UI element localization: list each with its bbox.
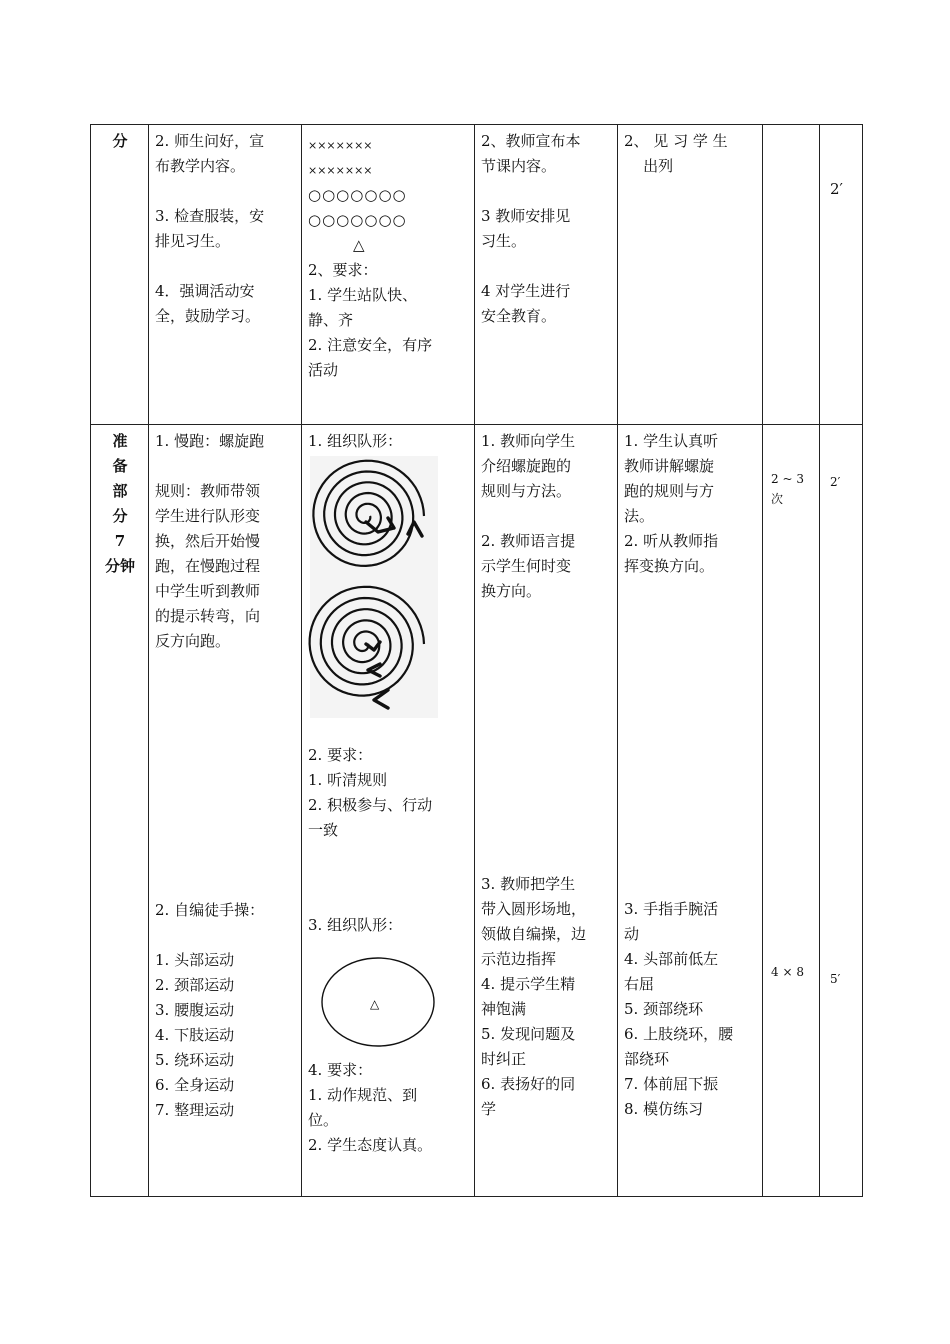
text-line: 分 [112, 507, 128, 525]
text-line: 示范边指挥 [481, 950, 557, 968]
circle-formation-diagram [308, 938, 458, 1058]
text-line: 1. 动作规范、到 [308, 1086, 418, 1104]
text-line: 示学生何时变 [481, 557, 572, 575]
text-line: 5. 颈部绕环 [624, 1000, 704, 1018]
text-line: 4 对学生进行 [481, 282, 571, 300]
text-line: 领做自编操，边 [481, 925, 587, 943]
organization-cell: 1. 组织队形： 2. 要求： 1. 听清规则 2. 积极参与、行动 一致 3. 组织队形： △ 4. 要求： 1. 动作规范、到 位。 2. 学生态度认真。 [302, 425, 475, 1197]
text-line: 3 教师安排见 [481, 207, 571, 225]
text-line: 1. 学生站队快、 [308, 286, 418, 304]
teacher-activity-cell [475, 125, 618, 425]
text-line: 一致 [308, 821, 339, 839]
text-line: 学 [481, 1100, 497, 1118]
text-line: 2、要求： [308, 261, 378, 279]
text-line [155, 923, 296, 948]
text-line: 3. 腰腹运动 [155, 1001, 235, 1019]
text-line: 1. 慢跑：螺旋跑 [155, 432, 265, 450]
organization-cell [302, 125, 475, 425]
text-line: 4．强调活动安 [155, 282, 255, 300]
text-line: 2. 注意安全，有序 [308, 336, 433, 354]
text-line: 跑，在慢跑过程 [155, 557, 261, 575]
text-line: 反方向跑。 [155, 632, 231, 650]
text-line: 活动 [308, 361, 339, 379]
text-line: 7. 体前屈下振 [624, 1075, 719, 1093]
spiral-run-diagram [308, 454, 438, 719]
text-line: 学生进行队形变 [155, 507, 261, 525]
text-line: 3. 手指手腕活 [624, 900, 719, 918]
text-line: 7. 整理运动 [155, 1101, 235, 1119]
text-line: 时纠正 [481, 1050, 527, 1068]
lesson-plan-table [90, 124, 863, 1197]
text-line: 准 [112, 432, 128, 450]
text-line: 节课内容。 [481, 157, 557, 175]
text-line: 5. 发现问题及 [481, 1025, 576, 1043]
text-line: 5. 绕环运动 [155, 1051, 235, 1069]
text-line: 4. 下肢运动 [155, 1026, 235, 1044]
text-line: 4. 提示学生精 [481, 975, 576, 993]
text-line: 规则与方法。 [481, 482, 572, 500]
text-line: 1. 听清规则 [308, 771, 388, 789]
text-line: 右屈 [624, 975, 655, 993]
text-line: 2. 师生问好，宣 [155, 132, 265, 150]
text-line: 排见习生。 [155, 232, 231, 250]
text-line: 分钟 [104, 557, 135, 575]
text-line: 1. 头部运动 [155, 951, 235, 969]
text-line: 2. 颈部运动 [155, 976, 235, 994]
text-line: 静、齐 [308, 311, 354, 329]
text-line: 2 ~ 3 [771, 472, 804, 486]
text-line: 1. 教师向学生 [481, 432, 576, 450]
text-line: 6. 全身运动 [155, 1076, 235, 1094]
text-line: 2、 见 习 学 生 [624, 132, 728, 150]
content-cell [149, 125, 302, 425]
text-line: 部 [112, 482, 128, 500]
text-line: 动 [624, 925, 640, 943]
text-line: 位。 [308, 1111, 339, 1129]
teacher-activity-cell [475, 425, 618, 1197]
text-line: 3. 检查服装，安 [155, 207, 265, 225]
time-cell: 2′ 5′ [820, 425, 863, 1197]
text-line: 出列 [624, 157, 674, 175]
text-line: 2. 学生态度认真。 [308, 1136, 433, 1154]
time-cell: 2′ [820, 125, 863, 425]
text-line: 6. 上肢绕环，腰 [624, 1025, 734, 1043]
text-line: 4. 要求： [308, 1061, 373, 1079]
text-line: 3. 教师把学生 [481, 875, 576, 893]
text-line: 介绍螺旋跑的 [481, 457, 572, 475]
text-line: 1. 学生认真听 [624, 432, 719, 450]
text-line: 换，然后开始慢 [155, 532, 261, 550]
text-line: 7 [114, 532, 126, 550]
text-line: 2. 要求： [308, 746, 373, 764]
text-line: 2. 听从教师指 [624, 532, 719, 550]
count-cell [763, 125, 820, 425]
text-line: 备 [112, 457, 128, 475]
student-activity-cell [618, 125, 763, 425]
formation-diagram: ××××××× ××××××× ○○○○○○○ ○○○○○○○ △ [308, 133, 469, 258]
text-line [155, 454, 296, 479]
text-line: 2. 自编徒手操： [155, 901, 265, 919]
student-activity-cell [618, 425, 763, 1197]
text-line: 中学生听到教师 [155, 582, 261, 600]
text-line: 习生。 [481, 232, 527, 250]
section-label: 分 [91, 125, 149, 425]
text-line: 部绕环 [624, 1050, 670, 1068]
teacher-triangle: △ [370, 997, 380, 1011]
text-line: 法。 [624, 507, 655, 525]
text-line: 2. 教师语言提 [481, 532, 576, 550]
text-line [481, 179, 612, 204]
text-line [481, 504, 612, 529]
text-line: 2. 积极参与、行动 [308, 796, 433, 814]
text-line: 4. 头部前低左 [624, 950, 719, 968]
text-line: 次 [771, 492, 784, 506]
text-line: 跑的规则与方 [624, 482, 715, 500]
text-line: 8. 模仿练习 [624, 1100, 704, 1118]
row-warmup [91, 425, 863, 1197]
teacher-triangle: △ [353, 236, 365, 254]
text-line [155, 254, 296, 279]
text-line: 6. 表扬好的同 [481, 1075, 576, 1093]
text-line: 规则：教师带领 [155, 482, 261, 500]
text-line [481, 254, 612, 279]
text-line: 全，鼓励学习。 [155, 307, 261, 325]
text-line: 教师讲解螺旋 [624, 457, 715, 475]
row-opening [91, 125, 863, 425]
section-label [91, 425, 149, 1197]
text-line: 布教学内容。 [155, 157, 246, 175]
text-line: 带入圆形场地， [481, 900, 587, 918]
text-line: 2、教师宣布本 [481, 132, 581, 150]
count-cell: 2 ~ 3 次 4 × 8 [763, 425, 820, 1197]
text-line: 挥变换方向。 [624, 557, 715, 575]
text-line: 的提示转弯，向 [155, 607, 261, 625]
text-line: 神饱满 [481, 1000, 527, 1018]
text-line: 换方向。 [481, 582, 542, 600]
content-cell [149, 425, 302, 1197]
text-line: 安全教育。 [481, 307, 557, 325]
text-line [155, 179, 296, 204]
